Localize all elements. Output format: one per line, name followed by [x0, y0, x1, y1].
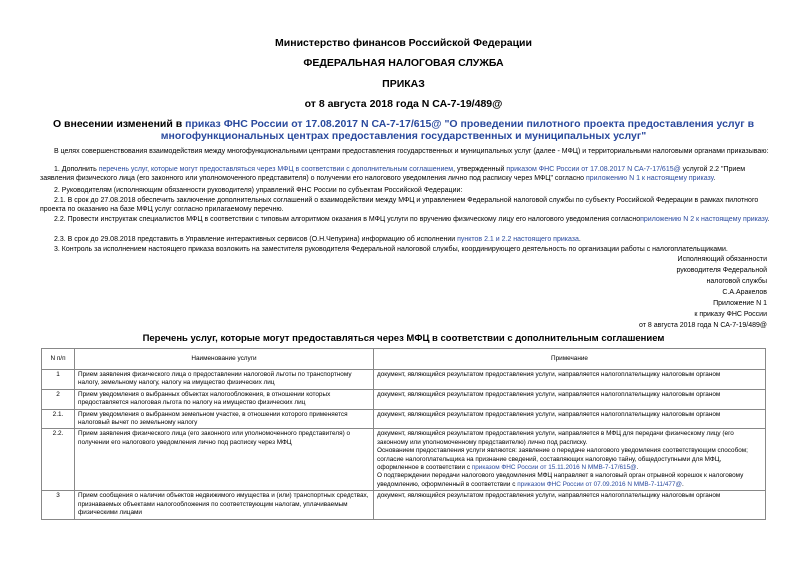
row-name: Прием уведомления о выбранном земельном участке, в отношении которого применяется налоговый вычет по земельному налогу	[75, 409, 374, 429]
row-num: 2.1.	[42, 409, 75, 429]
intro-paragraph	[40, 147, 770, 156]
appendix-line-1: Приложение N 1	[713, 300, 767, 307]
row-num: 2.2.	[42, 429, 75, 491]
p1-text-d: .	[713, 175, 716, 183]
p1-text-b: , утвержденный	[453, 166, 507, 173]
signature-line-2: руководителя Федеральной	[676, 267, 767, 274]
doc-date-number: от 8 августа 2018 года N СА-7-19/489@	[304, 98, 503, 110]
appendix-title: Перечень услуг, которые могут предоставляться через МФЦ в соответствии с дополнительным соглашением	[142, 333, 665, 344]
row-name: Прием сообщения о наличии объектов недвижимого имущества и (или) транспортных средствах, признаваемых объектами налогообложения по соответствующим налогам, уплачиваемым физическими лицами	[75, 491, 374, 519]
note-part-d	[377, 472, 762, 489]
table-row	[42, 429, 766, 491]
row-name: Прием заявления физического лица (его законного или уполномоченного представителя) о получении его налогового уведомления лично под расписку через МФЦ	[75, 429, 374, 491]
note-part-a: документ, являющийся результатом предоставления услуги, направляется в МФЦ для передачи физическому лицу (его законному или уполномоченному представителю) лично под расписку.	[377, 430, 734, 446]
title-prefix: О внесении изменений в	[52, 118, 186, 130]
table-row	[42, 491, 766, 519]
p22-text-a: 2.2. Провести инструктаж специалистов МФЦ в соответствии с типовым алгоритмом оказания в МФЦ услуги по вручению физическому лицу его налогового уведомления согласно	[54, 216, 641, 223]
signature-block	[517, 254, 767, 331]
header-note: Примечание	[374, 349, 766, 370]
note-text-e: .	[682, 480, 684, 488]
paragraph-2-2	[40, 215, 770, 224]
p22-text-b: .	[767, 216, 770, 223]
row-note: документ, являющийся результатом предоставления услуги, направляется налогоплательщику налоговым органом	[374, 491, 766, 519]
table-header-row	[42, 349, 766, 370]
appendix-line-3: от 8 августа 2018 года N СА-7-19/489@	[639, 322, 767, 329]
paragraph-3	[40, 245, 770, 254]
row-num: 2	[42, 389, 75, 409]
signature-line-3: налоговой службы	[706, 278, 767, 285]
p1-link-appendix-1[interactable]: приложению N 1 к настоящему приказу	[585, 175, 714, 183]
note-text-c: .	[636, 464, 639, 472]
paragraph-2-1	[40, 196, 770, 215]
table-row	[42, 370, 766, 390]
p2-text: 2. Руководителям (исполняющим обязанности руководителя) управлений ФНС России по субъектам Российской Федерации:	[54, 187, 463, 194]
intro-text: В целях совершенствования взаимодействия между многофункциональными центрами предоставления государственных и муниципальных услуг (далее - МФЦ) и территориальными налоговыми органами приказываю:	[54, 148, 769, 155]
row-note: документ, являющийся результатом предоставления услуги, направляется налогоплательщику налоговым органом	[374, 409, 766, 429]
paragraph-1	[40, 165, 770, 184]
appendix-line-2: к приказу ФНС России	[694, 311, 767, 318]
signature-name: С.А.Аракелов	[722, 289, 767, 296]
p23-link-items[interactable]: пунктов 2.1 и 2.2 настоящего приказа	[457, 236, 579, 243]
signature-line-1: Исполняющий обязанности	[677, 256, 767, 263]
note-link-order-477[interactable]: приказом ФНС России от 07.09.2016 N ММВ-7-11/477@	[517, 480, 683, 488]
paragraph-2-3	[40, 235, 770, 244]
p1-link-services-list[interactable]: перечень услуг, которые могут предоставляться через МФЦ в соответствии с дополнительным соглашением	[98, 166, 454, 173]
header-num: N п/п	[42, 349, 75, 370]
p21-text: 2.1. В срок до 27.08.2018 обеспечить заключение дополнительных соглашений о взаимодействии между МФЦ и управлением Федеральной налоговой службы по субъекту Российской Федерации в рамках пилотного проекта по оказанию на базе МФЦ услуг согласно прилагаемому перечню.	[40, 197, 759, 214]
note-part-b	[377, 447, 762, 472]
p1-text-c: услугой 2.2 "Прием заявления физического лица (его законного или уполномоченного представителя) о получении его налогового уведомления лично под расписку через МФЦ" согласно	[40, 166, 746, 183]
p1-link-order[interactable]: приказом ФНС России от 17.08.2017 N СА-7-17/615@	[506, 166, 681, 173]
note-link-order-615[interactable]: приказом ФНС России от 15.11.2016 N ММВ-7-17/615@	[471, 464, 637, 472]
p22-link-appendix-2[interactable]: приложению N 2 к настоящему приказу	[640, 216, 768, 223]
row-num: 3	[42, 491, 75, 519]
services-table	[41, 348, 766, 520]
service-heading: ФЕДЕРАЛЬНАЯ НАЛОГОВАЯ СЛУЖБА	[303, 57, 504, 69]
header-name: Наименование услуги	[75, 349, 374, 370]
p23-text-a: 2.3. В срок до 29.08.2018 представить в Управление интерактивных сервисов (О.Н.Чепурина) информацию об исполнении	[54, 236, 458, 243]
p23-text-b: .	[578, 236, 581, 243]
table-row	[42, 389, 766, 409]
row-note	[374, 429, 766, 491]
doc-type-heading: ПРИКАЗ	[382, 78, 425, 90]
p3-text: 3. Контроль за исполнением настоящего приказа возложить на заместителя руководителя Федеральной налоговой службы, координирующего деятельность по организации работы с налогоплательщиками.	[54, 246, 728, 253]
paragraph-2	[40, 186, 770, 195]
row-name: Прием заявления физического лица о предоставлении налоговой льготы по транспортному налогу, земельному налогу, налогу на имущество физических лиц	[75, 370, 374, 390]
row-note: документ, являющийся результатом предоставления услуги, направляется налогоплательщику налоговым органом	[374, 389, 766, 409]
row-name: Прием уведомления о выбранных объектах налогообложения, в отношении которых предоставляется налоговая льгота по налогу на имущество физических лиц	[75, 389, 374, 409]
p1-text-a: 1. Дополнить	[54, 166, 99, 173]
table-row	[42, 409, 766, 429]
note-text-d: О подтверждении передачи налогового уведомления МФЦ направляет в налоговый орган отрывной корешок к налоговому уведомлению, оформленный в соответствии с	[377, 472, 744, 488]
row-num: 1	[42, 370, 75, 390]
document-title	[40, 118, 767, 142]
title-link[interactable]: приказ ФНС России от 17.08.2017 N СА-7-17/615@ "О проведении пилотного проекта предоставления услуг в многофункциональных центрах предоставления государственных и муниципальных услуг"	[160, 118, 755, 142]
row-note: документ, являющийся результатом предоставления услуги, направляется налогоплательщику налоговым органом	[374, 370, 766, 390]
ministry-heading: Министерство финансов Российской Федерации	[275, 37, 532, 49]
note-text-b: Основанием предоставления услуги являются: заявление о передаче налогового уведомления соответствующим способом; согласие налогоплательщика на признание сведений, составляющих налоговую тайну, общедоступными для МФЦ, оформленное в соответствии с	[377, 447, 748, 472]
